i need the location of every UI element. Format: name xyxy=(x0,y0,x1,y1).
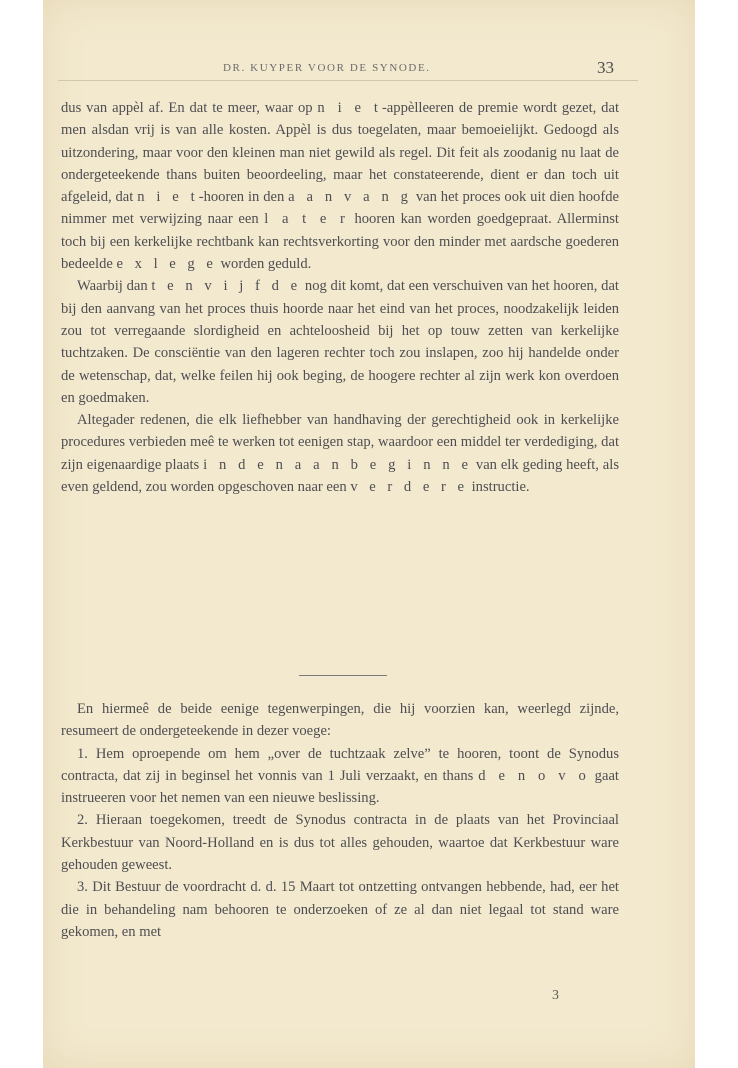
text-run: instructie. xyxy=(467,479,530,496)
paragraph xyxy=(61,97,619,275)
text-run: Altegader redenen, die elk liefhebber van handhaving der gerechtigheid ook in kerkelijke procedures verbieden meê te werken tot eenigen stap, waardoor een middel ter verdediging, dat zijn eigenaardige plaats xyxy=(61,412,619,473)
text-run: nog dit komt, dat een verschuiven van het hooren, dat bij den aanvang van het proces thuis hoorde naar het eind van het proces, noodzakelijk leiden zou tot verregaande slordigheid en achteloosheid bij het op touw zetten van kerkelijke tuchtzaken. De consciëntie van den lageren rechter toch zou inslapen, zoo hij handelde onder de wetenschap, dat, welke feilen hij ook beging, de hoogere rechter al zijn werk kon overdoen en goedmaken. xyxy=(61,278,619,406)
text-block-top xyxy=(61,97,619,498)
spaced-emphasis: a a n v a n g xyxy=(288,189,412,206)
paragraph xyxy=(61,698,619,743)
section-divider xyxy=(299,675,387,676)
spaced-emphasis: n i e t xyxy=(137,189,199,206)
text-run: dus van appèl af. En dat te meer, waar op xyxy=(61,100,318,116)
text-block-bottom xyxy=(61,698,619,943)
spaced-emphasis: i n d e n a a n b e g i n n e xyxy=(203,456,473,473)
spaced-emphasis: d e n o v o xyxy=(478,767,590,784)
spaced-emphasis: e x l e g e xyxy=(116,256,217,273)
signature-mark: 3 xyxy=(552,988,559,1003)
text-run: worden geduld. xyxy=(216,256,312,273)
paragraph xyxy=(61,409,619,498)
spaced-emphasis: v e r d e r e xyxy=(350,479,468,496)
text-run: hooren kan worden goedgepraat. Allerminst toch bij een kerkelijke rechtbank kan rechtsverkorting voor den minder met aardsche goederen bedeelde xyxy=(61,211,619,273)
text-run: -appèlleeren de premie wordt gezet, dat men alsdan vrij is van alle kosten. Appèl is dus toegelaten, maar bemoeielijkt. Gedoogd als uitzondering, maar voor den kleinen man niet gewild als regel. Dit feit als zoodanig nu laat de ondergeteekende thans buiten beoordeeling, maar het constateerende, dient er dan toch uit afgeleid, dat xyxy=(61,100,620,206)
text-run: Waarbij dan xyxy=(77,278,152,295)
paragraph xyxy=(61,275,619,409)
text-run: van het proces ook uit dien hoofde nimmer met verwijzing naar een xyxy=(61,189,619,228)
page-number: 33 xyxy=(597,58,614,77)
running-head: DR. KUYPER VOOR DE SYNODE. xyxy=(223,62,431,74)
text-run: gaat instrueeren voor het nemen van een nieuwe beslissing. xyxy=(61,767,619,807)
text-run: 2. Hieraan toegekomen, treedt de Synodus contracta in de plaats van het Provinciaal Kerkbestuur van Noord-Holland en is dus tot alles gehouden, waartoe dat Kerkbestuur ware gehouden geweest. xyxy=(61,812,619,874)
spaced-emphasis: n i e t xyxy=(317,100,382,116)
spaced-emphasis: t e n v i j f d e xyxy=(151,278,302,295)
header-rule xyxy=(58,80,638,81)
text-run: van elk geding heeft, als even geldend, zou worden opgeschoven naar een xyxy=(61,456,619,496)
numbered-point xyxy=(61,743,619,810)
numbered-point xyxy=(61,809,619,876)
text-run: 3. Dit Bestuur de voordracht d. d. 15 Maart tot ontzetting ontvangen hebbende, had, eer het die in behandeling nam behooren te onderzoeken of ze al dan niet legaal tot stand ware gekomen, en met xyxy=(61,879,619,940)
spaced-emphasis: l a t e r xyxy=(264,211,349,228)
text-run: En hiermeê de beide eenige tegenwerpingen, die hij voorzien kan, weerlegd zijnde, resumeert de ondergeteekende in dezer voege: xyxy=(61,701,619,740)
book-page xyxy=(43,0,695,1068)
numbered-point xyxy=(61,876,619,943)
text-run: 1. Hem oproepende om hem „over de tuchtzaak zelve” te hooren, toont de Synodus contracta, dat zij in beginsel het vonnis van 1 Juli verzaakt, en thans xyxy=(61,745,619,784)
text-run: -hooren in den xyxy=(198,189,289,206)
